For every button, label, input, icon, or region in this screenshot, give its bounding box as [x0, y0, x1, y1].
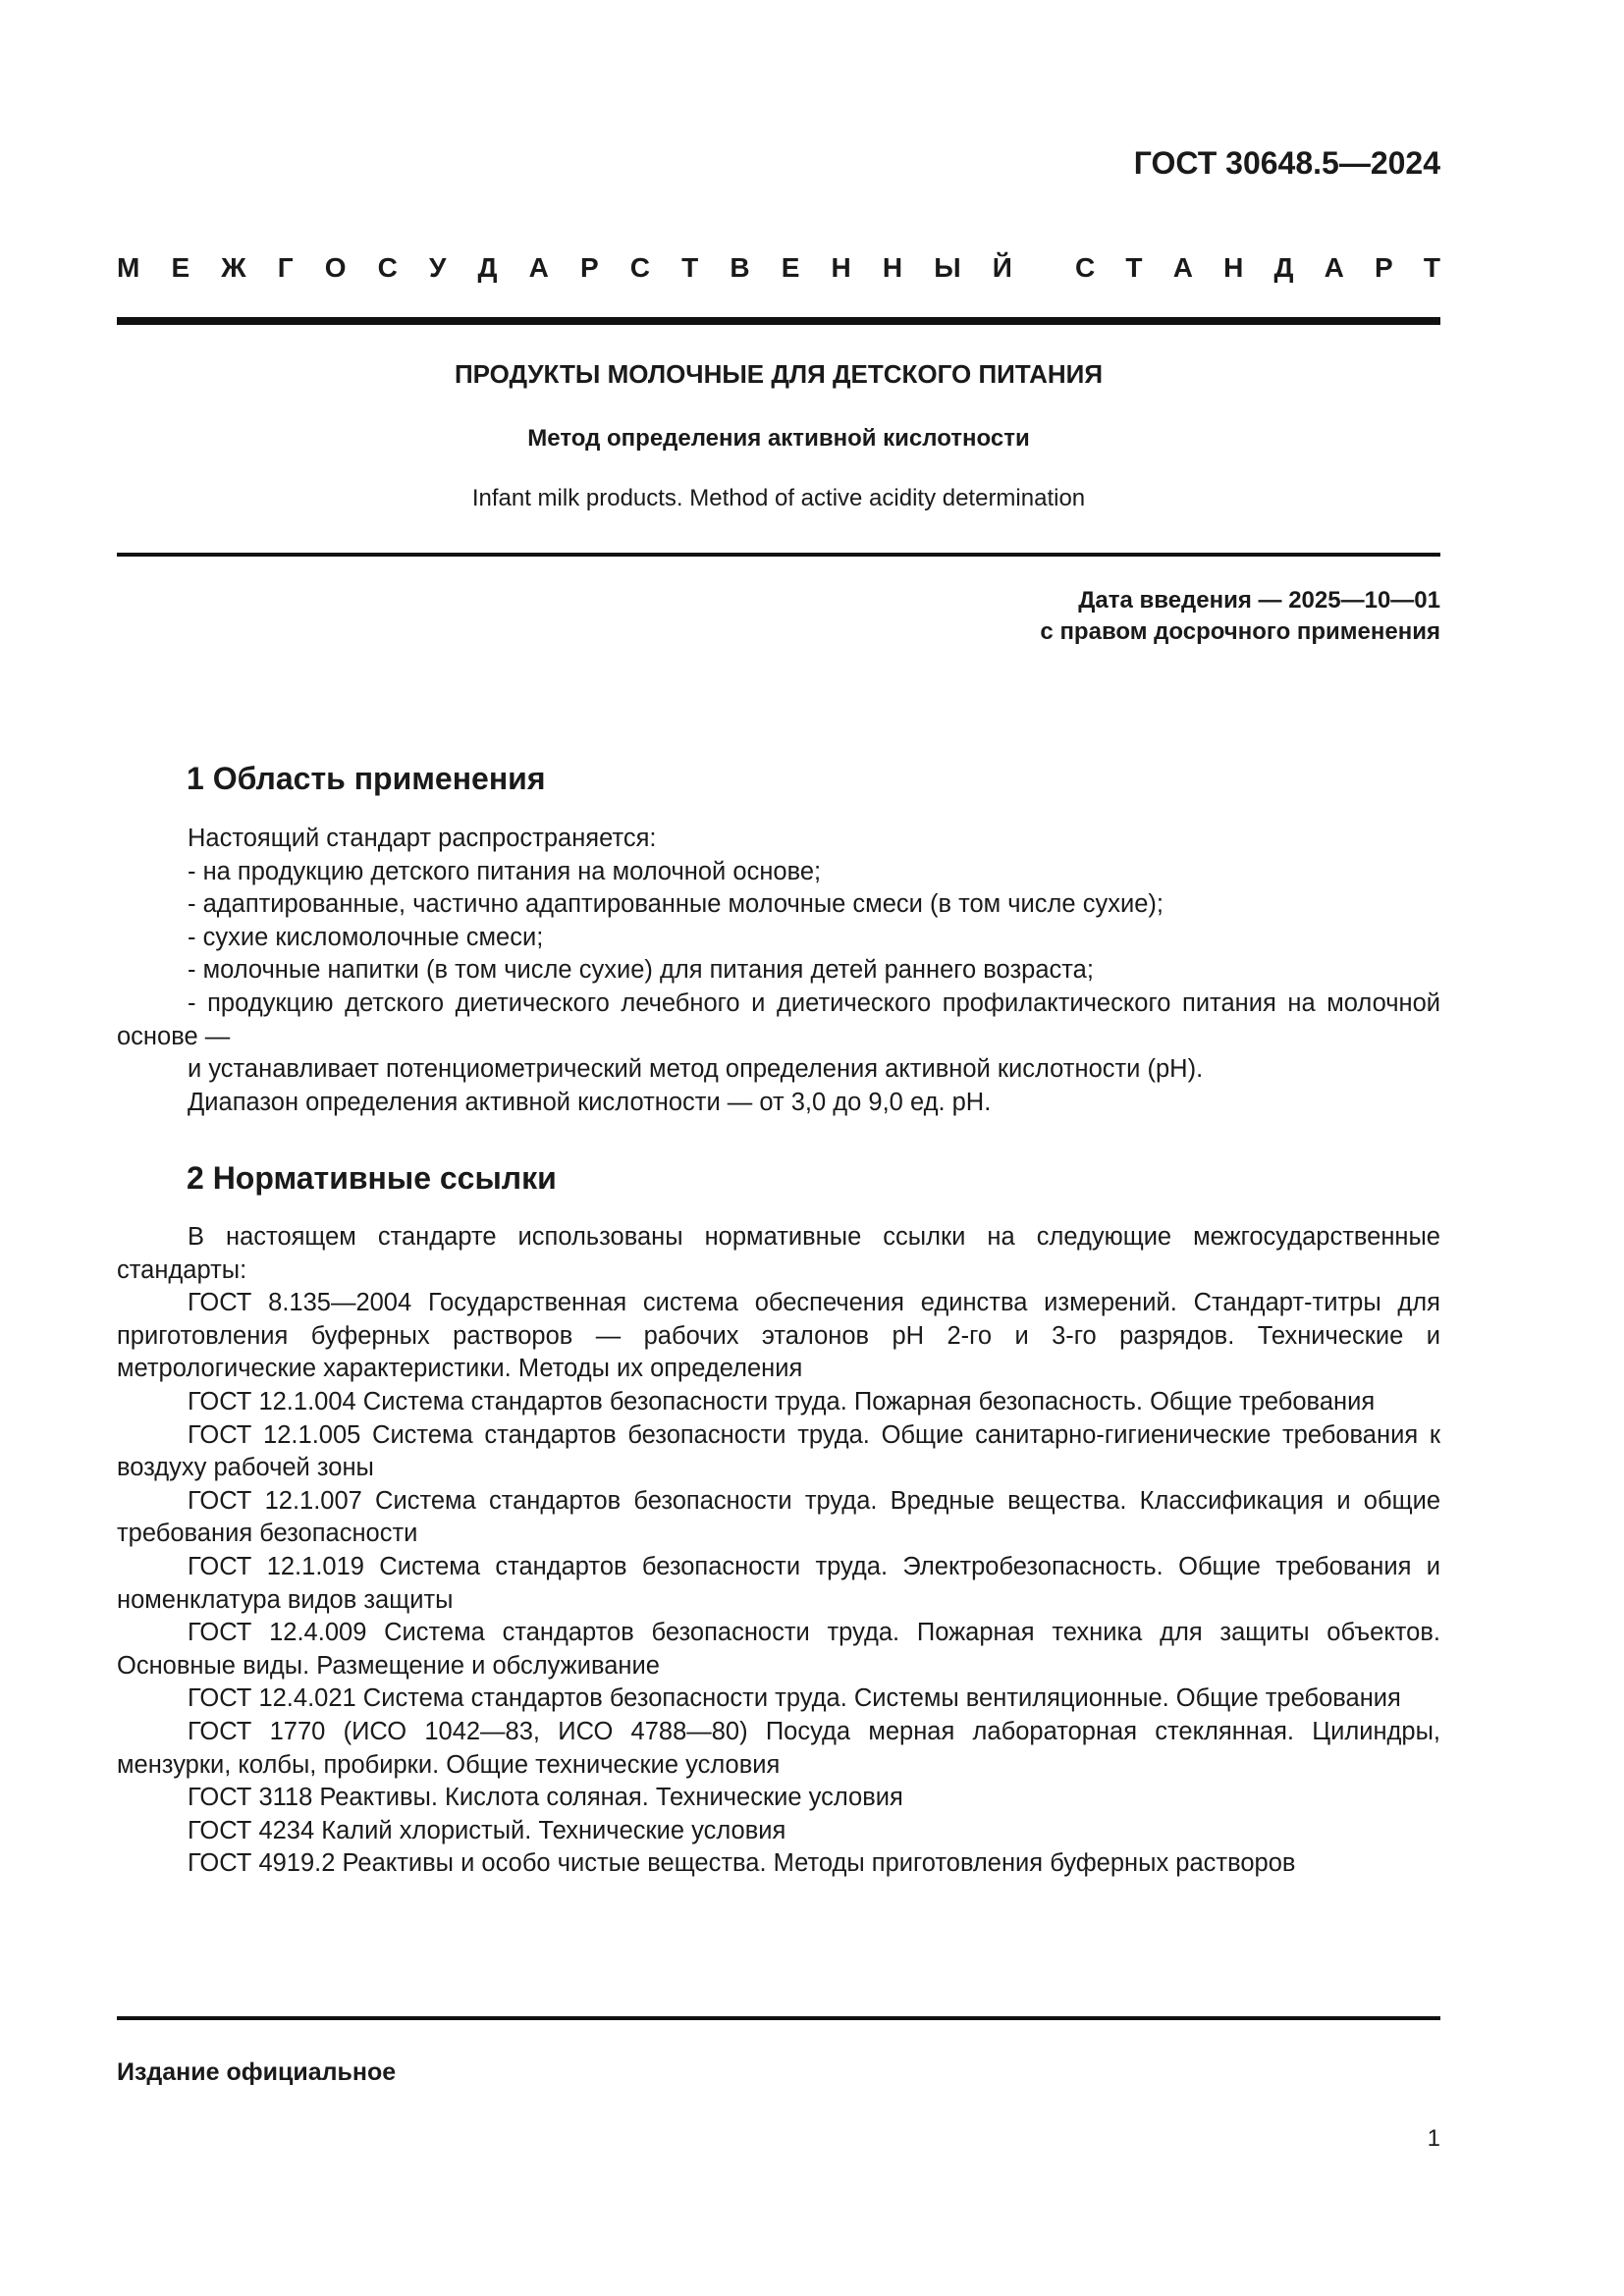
banner-letter: М — [117, 252, 140, 283]
banner-divider — [117, 317, 1440, 325]
banner-letter: Е — [781, 252, 800, 283]
reference-item: ГОСТ 4234 Калий хлористый. Технические условия — [188, 1816, 786, 1844]
early-application-note: с правом досрочного применения — [1040, 618, 1440, 645]
official-edition-label: Издание официальное — [117, 2058, 397, 2086]
scope-item: - на продукцию детского питания на молочной основе; — [188, 857, 822, 885]
banner-letter: Ы — [934, 252, 961, 283]
section-1-method: и устанавливает потенциометрический метод определения активной кислотности (pH). — [188, 1055, 1204, 1084]
banner-letter: Р — [579, 252, 599, 283]
section-1-range: Диапазон определения активной кислотности — от 3,0 до 9,0 ед. pH. — [188, 1088, 992, 1116]
banner-word-interstate — [117, 252, 1012, 284]
banner-letter: С — [377, 252, 398, 283]
section-1-heading: 1 Область применения — [187, 761, 546, 796]
banner-letter: Р — [1375, 252, 1393, 283]
banner-letter: У — [428, 252, 447, 283]
banner-letter: С — [1075, 252, 1096, 283]
banner-letter: Т — [1423, 252, 1440, 283]
banner-letter: А — [528, 252, 549, 283]
reference-item: ГОСТ 8.135—2004 Государственная система обеспечения единства измерений. Стандарт-титры для приготовления буферных растворов — рабочих эталонов pH 2-го и 3-го разрядов. Технические и метрологические характеристики. Методы их определения — [117, 1289, 1440, 1383]
banner-letter: Н — [831, 252, 851, 283]
section-1-lead: Настоящий стандарт распространяется: — [188, 825, 657, 852]
section-2-body — [117, 1221, 1440, 1881]
banner-word-standard — [1075, 252, 1440, 284]
document-id: ГОСТ 30648.5—2024 — [1133, 145, 1440, 181]
banner-letter: Г — [277, 252, 294, 283]
introduction-date-block — [1040, 585, 1440, 648]
reference-item: ГОСТ 12.4.009 Система стандартов безопасности труда. Пожарная техника для защиты объектов. Основные виды. Размещение и обслуживание — [117, 1619, 1440, 1680]
banner-letter: Н — [1223, 252, 1244, 283]
banner-letter: Т — [1125, 252, 1143, 283]
reference-item: ГОСТ 12.4.021 Система стандартов безопасности труда. Системы вентиляционные. Общие требования — [188, 1684, 1401, 1713]
scope-item: - молочные напитки (в том числе сухие) для питания детей раннего возраста; — [188, 956, 1094, 985]
banner-letter: С — [629, 252, 650, 283]
footer-divider — [117, 2016, 1440, 2020]
reference-item: ГОСТ 12.1.007 Система стандартов безопасности труда. Вредные вещества. Классификация и общие требования безопасности — [117, 1486, 1440, 1548]
banner-letter: А — [1324, 252, 1344, 283]
section-2-heading: 2 Нормативные ссылки — [187, 1160, 557, 1196]
document-title: ПРОДУКТЫ МОЛОЧНЫЕ ДЛЯ ДЕТСКОГО ПИТАНИЯ — [454, 359, 1104, 389]
reference-item: ГОСТ 3118 Реактивы. Кислота соляная. Технические условия — [188, 1784, 903, 1812]
reference-item: ГОСТ 12.1.004 Система стандартов безопасности труда. Пожарная безопасность. Общие требования — [188, 1387, 1376, 1415]
reference-item: ГОСТ 12.1.005 Система стандартов безопасности труда. Общие санитарно-гигиенические требования к воздуху рабочей зоны — [117, 1420, 1440, 1482]
banner-letter: В — [730, 252, 750, 283]
banner-letter: Т — [681, 252, 699, 283]
scope-item: - продукцию детского диетического лечебного и диетического профилактического питания на молочной основе — — [117, 988, 1440, 1050]
banner-letter: Й — [992, 252, 1012, 283]
banner-letter: Д — [477, 252, 498, 283]
banner-letter: Е — [171, 252, 190, 283]
introduction-date: Дата введения — 2025—10—01 — [1078, 587, 1440, 614]
document-title-english: Infant milk products. Method of active acidity determination — [471, 485, 1086, 511]
banner-letter: Ж — [221, 252, 246, 283]
page-number: 1 — [1427, 2125, 1440, 2152]
standard-banner — [117, 252, 1440, 284]
banner-letter: Н — [882, 252, 903, 283]
document-subtitle: Метод определения активной кислотности — [527, 425, 1030, 452]
section-2-lead: В настоящем стандарте использованы нормативные ссылки на следующие межгосударственные стандарты: — [117, 1223, 1440, 1284]
reference-item: ГОСТ 1770 (ИСО 1042—83, ИСО 4788—80) Посуда мерная лабораторная стеклянная. Цилиндры, мензурки, колбы, пробирки. Общие технические условия — [117, 1717, 1440, 1779]
banner-letter: О — [324, 252, 347, 283]
reference-item: ГОСТ 4919.2 Реактивы и особо чистые вещества. Методы приготовления буферных растворов — [188, 1849, 1296, 1878]
section-1-body — [117, 823, 1440, 1119]
banner-letter: А — [1172, 252, 1193, 283]
title-divider — [117, 553, 1440, 557]
scope-item: - сухие кисломолочные смеси; — [188, 923, 544, 951]
banner-letter: Д — [1273, 252, 1294, 283]
scope-item: - адаптированные, частично адаптированные молочные смеси (в том числе сухие); — [188, 890, 1164, 919]
reference-item: ГОСТ 12.1.019 Система стандартов безопасности труда. Электробезопасность. Общие требования и номенклатура видов защиты — [117, 1552, 1440, 1614]
